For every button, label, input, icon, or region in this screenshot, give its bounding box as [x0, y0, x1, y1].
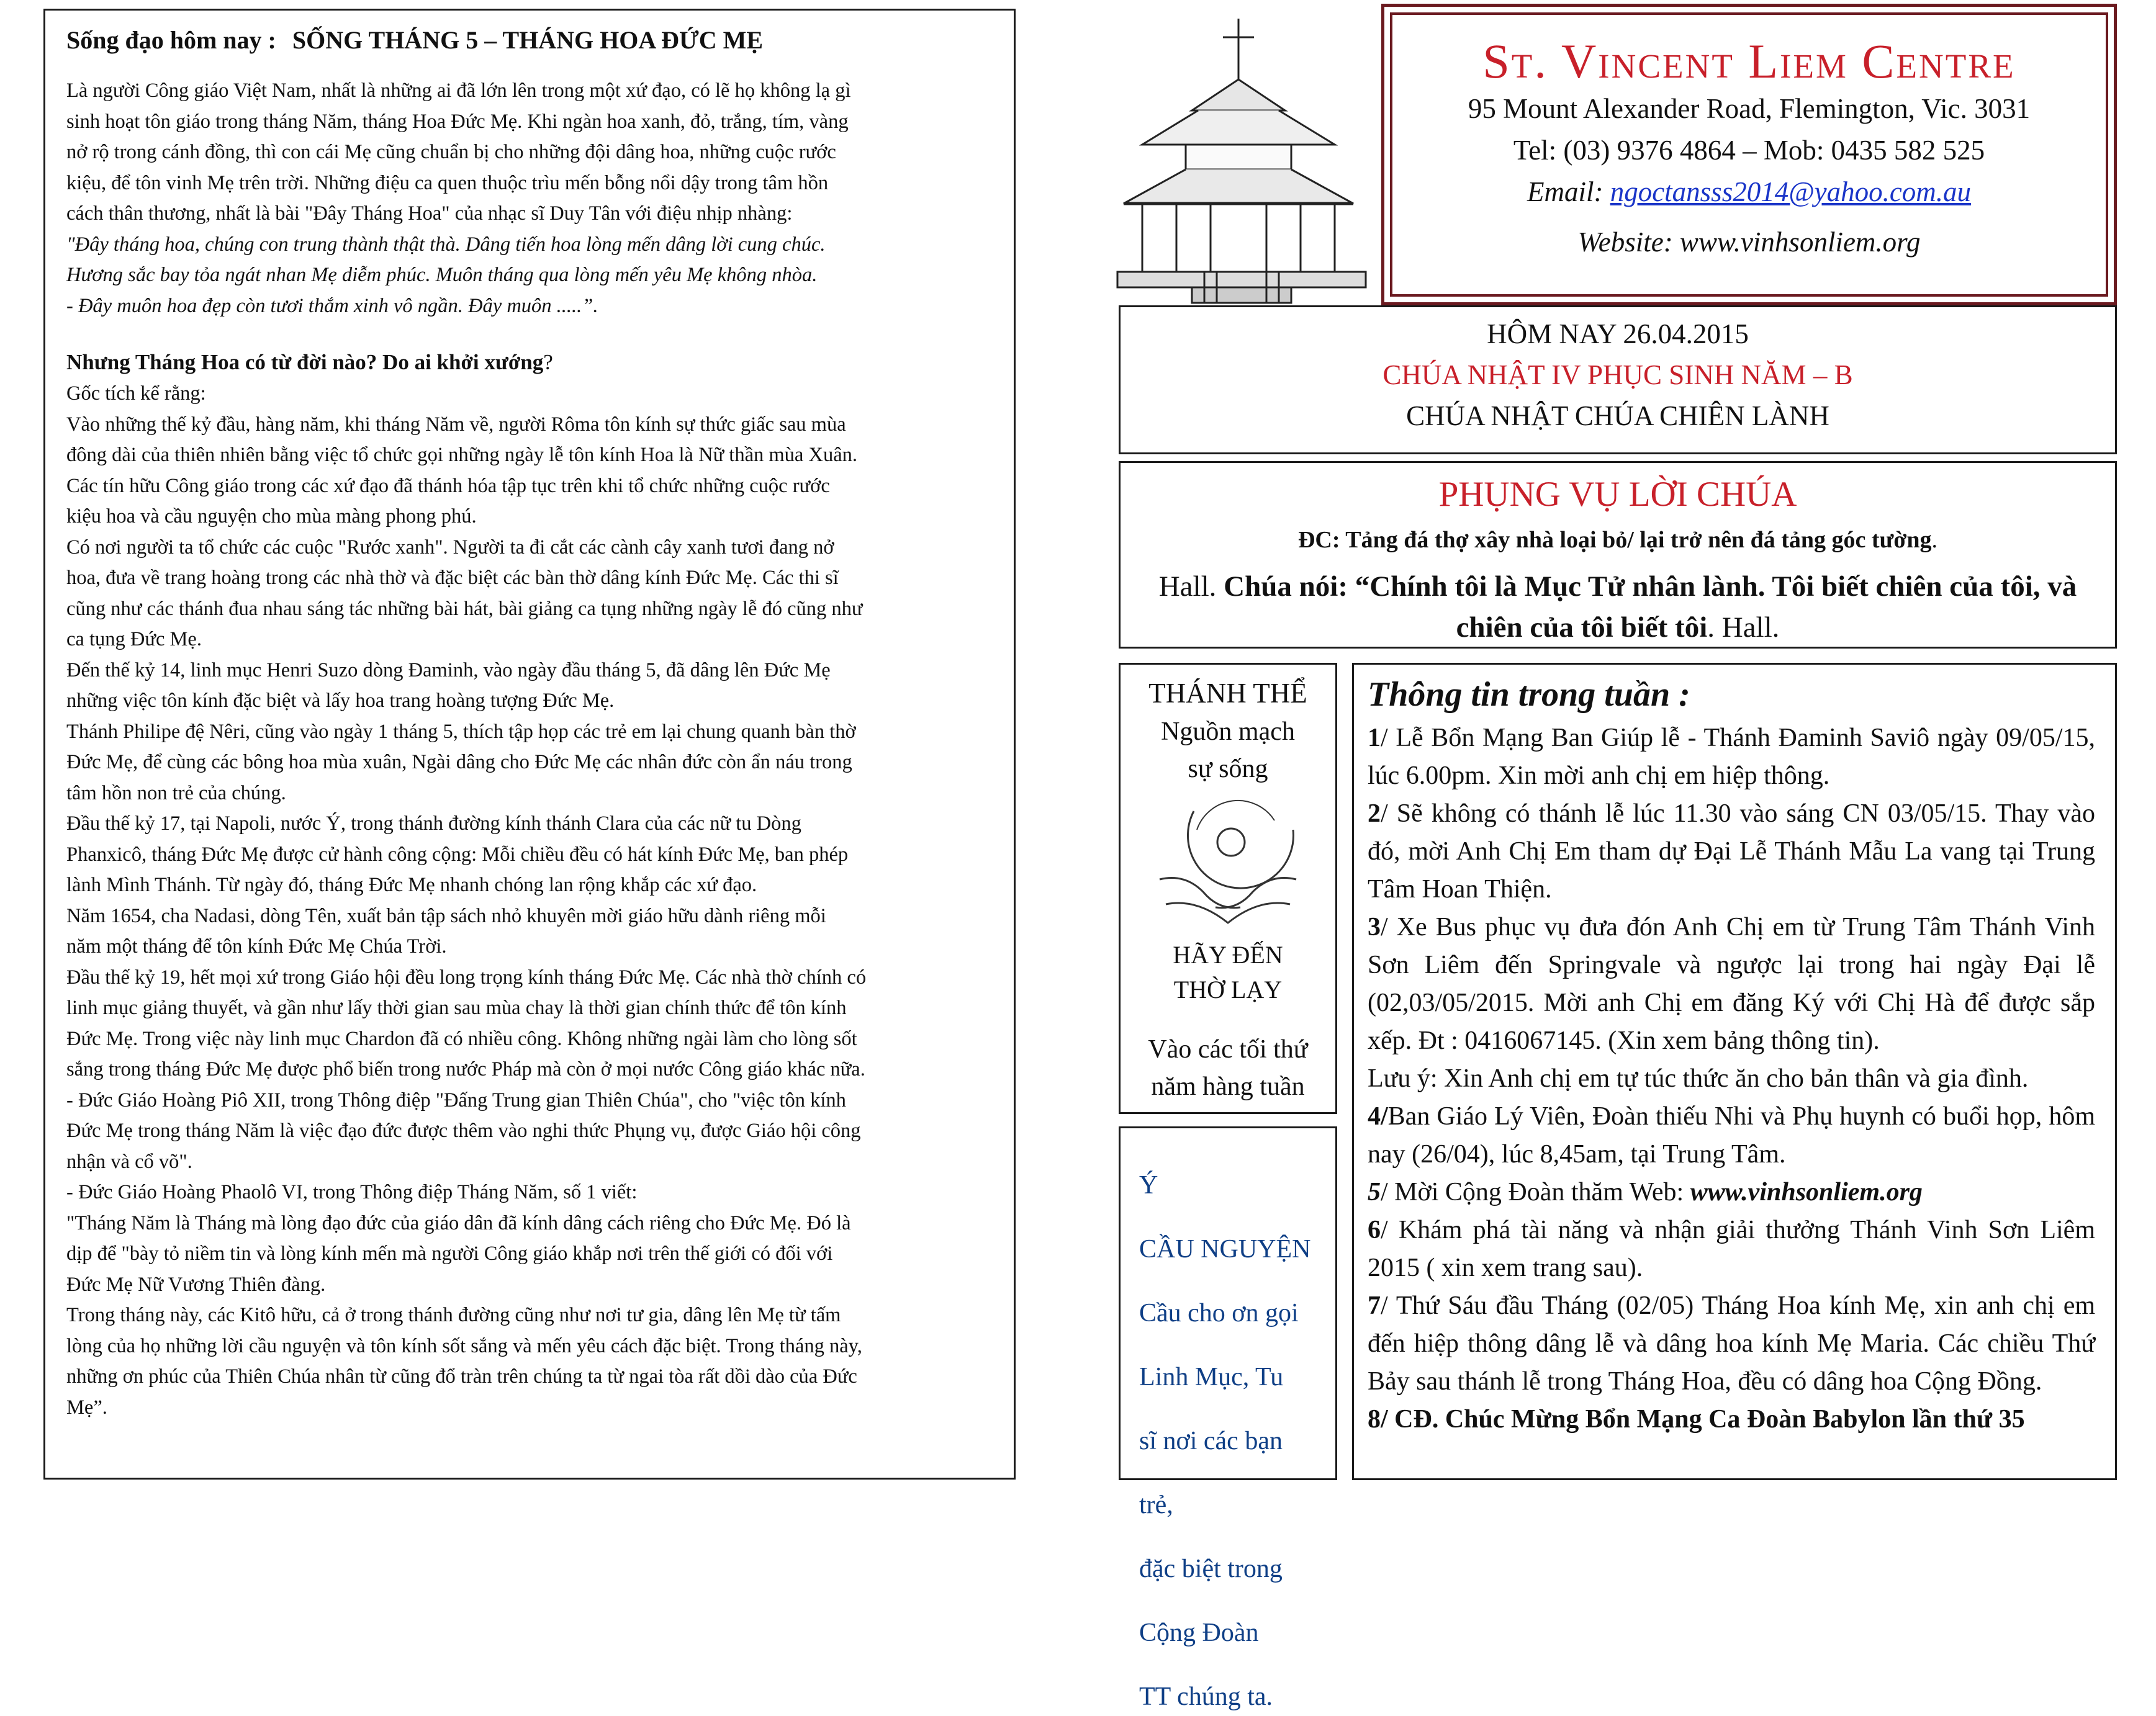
item-number: 7 [1368, 1291, 1381, 1320]
article-line: Đức Mẹ. Trong việc này linh mục Chardon đã có nhiều công. Không những ngài làm cho lòng sốt [66, 1027, 857, 1050]
item-text: / Lễ Bổn Mạng Ban Giúp lễ - Thánh Đaminh Saviô ngày 09/05/15, lúc 6.00pm. Xin mời anh chị em hiệp thông. [1368, 724, 2095, 790]
article-intro [66, 76, 995, 230]
weekly-item [1368, 795, 2095, 909]
hall-label: Hall. [1158, 570, 1224, 603]
song-lyrics [66, 230, 995, 322]
email-link[interactable]: ngoctansss2014@yahoo.com.au [1610, 176, 1972, 207]
article-line: Đức Mẹ trong tháng Năm là việc đạo đức được thêm vào nghi thức Phụng vụ, được Giáo hội công [66, 1120, 861, 1142]
prayer-line: TT chúng ta. [1139, 1682, 1273, 1711]
weekly-item [1368, 909, 2095, 1060]
article-line: Vào những thế kỷ đầu, hàng năm, khi tháng Năm về, người Rôma tôn kính sự thức giấc sau mùa [66, 413, 846, 436]
item-text: / Mời Cộng Đoàn thăm Web: [1381, 1178, 1690, 1206]
today-date: HÔM NAY 26.04.2015 [1487, 318, 1749, 349]
weekly-news-box [1352, 663, 2117, 1480]
article-line: tâm hồn non trẻ của chúng. [66, 781, 286, 804]
date-box [1119, 305, 2117, 454]
article-line: đông dài của thiên nhiên bằng việc tổ chức gọi những ngày lễ tôn kính Hoa là Nữ thần mùa Xuân. [66, 444, 857, 466]
song-line: "Đây tháng hoa, chúng con trung thành thật thà. Dâng tiến hoa lòng mến dâng lời cung chúc. [66, 233, 826, 256]
weekly-items [1368, 719, 2095, 1174]
article-line: - Đức Giáo Hoàng Piô XII, trong Thông điệp "Đấng Trung gian Thiên Chúa", cho "việc tôn kính [66, 1089, 846, 1112]
prayer-line: trẻ, [1139, 1491, 1173, 1519]
article-line: kiệu hoa và cầu nguyện cho mùa màng phong phú. [66, 505, 477, 528]
item-number: 2 [1368, 799, 1381, 828]
article-line: - Đức Giáo Hoàng Phaolô VI, trong Thông điệp Tháng Năm, số 1 viết: [66, 1181, 638, 1203]
article-line: cũng như các thánh đua nhau sáng tác những bài hát, bài giảng ca tụng những ngày lễ đó cũng như [66, 597, 863, 620]
psalm-end: . [1931, 527, 1938, 553]
weekly-item [1368, 1287, 2095, 1401]
church-icon [1117, 11, 1397, 308]
liturgy-title: PHỤNG VỤ LỜI CHÚA [1438, 475, 1797, 514]
article-line: Phanxicô, tháng Đức Mẹ được cử hành công cộng: Mỗi chiều đều có hát kính Đức Mẹ, ban phép [66, 843, 849, 866]
article-line: lành Mình Thánh. Từ ngày đó, tháng Đức Mẹ nhanh chóng lan rộng khắp các xứ đạo. [66, 874, 757, 896]
weekly-title: Thông tin trong tuần : [1368, 675, 1690, 714]
article-line: năm một tháng để tôn kính Đức Mẹ Chúa Trời. [66, 935, 447, 958]
liturgy-box [1119, 461, 2117, 649]
adoration-call1: HÃY ĐẾN [1173, 941, 1283, 969]
article-subheading [66, 346, 995, 379]
centre-address: 95 Mount Alexander Road, Flemington, Vic. 3031 [1468, 93, 2031, 124]
article-line: Trong tháng này, các Kitô hữu, cả ở trong thánh đường cũng như nơi tư gia, dâng lên Mẹ từ tấm [66, 1304, 841, 1326]
centre-phone: Tel: (03) 9376 4864 – Mob: 0435 582 525 [1513, 135, 1985, 166]
item-number: 1 [1368, 724, 1381, 752]
article-line: Là người Công giáo Việt Nam, nhất là những ai đã lớn lên trong một xứ đạo, có lẽ họ không lạ gì [66, 79, 851, 102]
hall-text: Chúa nói: “Chính tôi là Mục Tử nhân lành. Tôi biết chiên của tôi, và chiên của tôi biết tôi [1224, 570, 2077, 644]
prayer-line: Linh Mục, Tu [1139, 1363, 1284, 1391]
prayer-line: CẦU NGUYỆN [1139, 1235, 1311, 1264]
subheading-text: Nhưng Tháng Hoa có từ đời nào? Do ai khởi xướng [66, 350, 544, 374]
adoration-call2: THỜ LẠY [1173, 976, 1283, 1004]
article-line: ca tụng Đức Mẹ. [66, 628, 202, 650]
centre-header-inner [1390, 12, 2108, 297]
centre-header [1381, 4, 2117, 305]
article-line: lòng của họ những lời cầu nguyện và tôn kính sốt sắng và mến yêu cách đặc biệt. Trong tháng này, [66, 1334, 862, 1357]
eucharist-sub1: Nguồn mạch [1161, 717, 1295, 746]
article-heading [66, 25, 995, 55]
article-line: Có nơi người ta tổ chức các cuộc "Rước xanh". Người ta đi cắt các cành cây xanh tươi đang nở [66, 536, 834, 559]
adoration-time2: năm hàng tuần [1151, 1072, 1305, 1101]
article-line: cách thân thương, nhất là bài "Đây Tháng Hoa" của nhạc sĩ Duy Tân với điệu nhịp nhàng: [66, 202, 793, 225]
article-line: Đức Mẹ, để cùng các bông hoa mùa xuân, Ngài dâng cho Đức Mẹ các nhân đức còn ẩn náu trong [66, 751, 852, 773]
sunday-name: CHÚA NHẬT CHÚA CHIÊN LÀNH [1406, 400, 1829, 431]
article-line: Đầu thế kỷ 19, hết mọi xứ trong Giáo hội đều long trọng kính tháng Đức Mẹ. Các nhà thờ chính có [66, 966, 867, 989]
item-number: 5 [1368, 1178, 1381, 1206]
centre-name: St. Vincent Liem Centre [1482, 34, 2016, 88]
article-line: dịp để "bày tỏ niềm tin và lòng kính mến mà người Công giáo khắp nơi trên thế giới có đối với [66, 1242, 833, 1265]
liturgical-day: CHÚA NHẬT IV PHỤC SINH NĂM – B [1382, 359, 1853, 390]
article-line: nhận và cổ võ". [66, 1150, 192, 1173]
article-line: Gốc tích kể rằng: [66, 382, 206, 405]
adoration-time1: Vào các tối thứ [1148, 1035, 1308, 1064]
article-line: sinh hoạt tôn giáo trong tháng Năm, tháng Hoa Đức Mẹ. Khi ngàn hoa xanh, đỏ, trắng, tím, vàng [66, 110, 849, 133]
item-text: / Xe Bus phục vụ đưa đón Anh Chị em từ Trung Tâm Thánh Vinh Sơn Liêm đến Springvale và ngược lại trong hai ngày Đại lễ (02,03/05/2015. Mời anh Chị em đăng Ký với Chị Hà để được sắp xếp. Đt : 0416067145. (Xin xem bảng thông tin). [1368, 913, 2095, 1055]
centre-website: Website: www.vinhsonliem.org [1577, 227, 1921, 258]
weekly-item [1368, 1098, 2095, 1174]
article-line: những việc tôn kính đặc biệt và lấy hoa trang hoàng tượng Đức Mẹ. [66, 690, 615, 712]
song-line: - Đây muôn hoa đẹp còn tươi thắm xinh vô ngần. Đây muôn .....”. [66, 294, 598, 317]
eucharist-hands-icon [1147, 805, 1309, 929]
weekly-items-more [1368, 1211, 2095, 1401]
hall-end: . Hall. [1707, 611, 1780, 644]
heading-title: SỐNG THÁNG 5 – THÁNG HOA ĐỨC MẸ [292, 26, 764, 54]
alleluia-verse [1133, 566, 2103, 648]
article-line: Các tín hữu Công giáo trong các xứ đạo đã thánh hóa tập tục trên khi tổ chức những cuộc rước [66, 474, 830, 497]
item-text: Lưu ý: Xin Anh chị em tự túc thức ăn cho bản thân và gia đình. [1368, 1064, 2029, 1093]
eucharist-box [1119, 663, 1337, 1114]
article-line: những ơn phúc của Thiên Chúa nhân từ cũng đổ tràn trên chúng ta từ ngai tòa rất dồi dào của Đức [66, 1365, 857, 1388]
article-line: linh mục giảng thuyết, và gần như lấy thời gian sau mùa chay là thời gian chính thức để tôn kính [66, 997, 847, 1019]
prayer-box [1119, 1126, 1337, 1711]
prayer-line: Cầu cho ơn gọi [1139, 1299, 1299, 1327]
heading-label: Sống đạo hôm nay : [66, 26, 276, 54]
article-line: sắng trong tháng Đức Mẹ được phổ biến trong nước Pháp mà còn ở mọi nước Công giáo khác nữa. [66, 1058, 865, 1080]
prayer-line: đặc biệt trong [1139, 1555, 1283, 1583]
weekly-item-8: 8/ CĐ. Chúc Mừng Bổn Mạng Ca Đoàn Babylon lần thứ 35 [1368, 1405, 2025, 1434]
prayer-line: sĩ nơi các bạn [1139, 1427, 1283, 1455]
article-line: nở rộ trong cánh đồng, thì con cái Mẹ cũng chuẩn bị cho những đội dâng hoa, những cuộc rước [66, 141, 836, 163]
article-body [66, 379, 995, 1423]
article-line: Đức Mẹ Nữ Vương Thiên đàng. [66, 1273, 326, 1296]
item-text: Ban Giáo Lý Viên, Đoàn thiếu Nhi và Phụ huynh có buổi họp, hôm nay (26/04), lúc 8,45am, tại Trung Tâm. [1368, 1102, 2095, 1169]
item-text: / Thứ Sáu đầu Tháng (02/05) Tháng Hoa kính Mẹ, xin anh chị em đến hiệp thông dâng lễ và dâng hoa kính Mẹ Maria. Các chiều Thứ Bảy sau thánh lễ trong Tháng Hoa, đều có dâng hoa Cộng Đồng. [1368, 1291, 2095, 1396]
centre-email [1392, 171, 2106, 213]
article-line: Đầu thế kỷ 17, tại Napoli, nước Ý, trong thánh đường kính thánh Clara của các nữ tu Dòng [66, 812, 801, 835]
psalm-text: ĐC: Tảng đá thợ xây nhà loại bỏ/ lại trở nên đá tảng góc tường [1297, 527, 1932, 553]
weekly-item-5 [1368, 1174, 2095, 1211]
article-column [43, 9, 1016, 1480]
article-line: kiệu, để tôn vinh Mẹ trên trời. Những điệu ca quen thuộc trìu mến bỗng nổi dậy trong tâm hồn [66, 171, 829, 194]
prayer-line: Cộng Đoàn [1139, 1619, 1259, 1647]
article-line: Đến thế kỷ 14, linh mục Henri Suzo dòng Đaminh, vào ngày đầu tháng 5, đã dâng lên Đức Mẹ [66, 658, 831, 681]
item-text: / Sẽ không có thánh lễ lúc 11.30 vào sáng CN 03/05/15. Thay vào đó, mời Anh Chị Em tham dự Đại Lễ Thánh Mẫu La vang tại Trung Tâm Hoan Thiện. [1368, 799, 2095, 904]
item-text: / Khám phá tài năng và nhận giải thưởng Thánh Vinh Sơn Liêm 2015 ( xin xem trang sau). [1368, 1216, 2095, 1282]
weekly-item [1368, 719, 2095, 795]
prayer-line: Ý [1139, 1171, 1158, 1200]
subheading-mark: ? [543, 350, 553, 374]
eucharist-title: THÁNH THỂ [1148, 678, 1307, 709]
article-line: Năm 1654, cha Nadasi, dòng Tên, xuất bản tập sách nhỏ khuyên mời giáo hữu dành riêng mỗi [66, 904, 826, 927]
weekly-item [1368, 1211, 2095, 1287]
item-number: 3 [1368, 913, 1381, 941]
article-line: Mẹ”. [66, 1396, 107, 1419]
article-line: hoa, đưa về trang hoàng trong các nhà thờ và đặc biệt các bàn thờ dâng kính Đức Mẹ. Các thi sĩ [66, 567, 839, 589]
song-line: Hương sắc bay tỏa ngát nhan Mẹ diễm phúc. Muôn tháng qua lòng mến yêu Mẹ không nhòa. [66, 264, 818, 286]
eucharist-sub2: sự sống [1188, 755, 1268, 783]
article-line: Thánh Philipe đệ Nêri, cũng vào ngày 1 tháng 5, thích tập họp các trẻ em lại chung quanh bàn thờ [66, 720, 856, 743]
weekly-item [1368, 1060, 2095, 1098]
item-number: 4/ [1368, 1102, 1388, 1131]
psalm-response [1133, 523, 2103, 557]
email-label: Email: [1527, 176, 1610, 207]
website-link[interactable]: www.vinhsonliem.org [1690, 1178, 1923, 1206]
article-line: "Tháng Năm là Tháng mà lòng đạo đức của giáo dân đã kính dâng cách riêng cho Đức Mẹ. Đó là [66, 1211, 851, 1234]
item-number: 6 [1368, 1216, 1381, 1244]
